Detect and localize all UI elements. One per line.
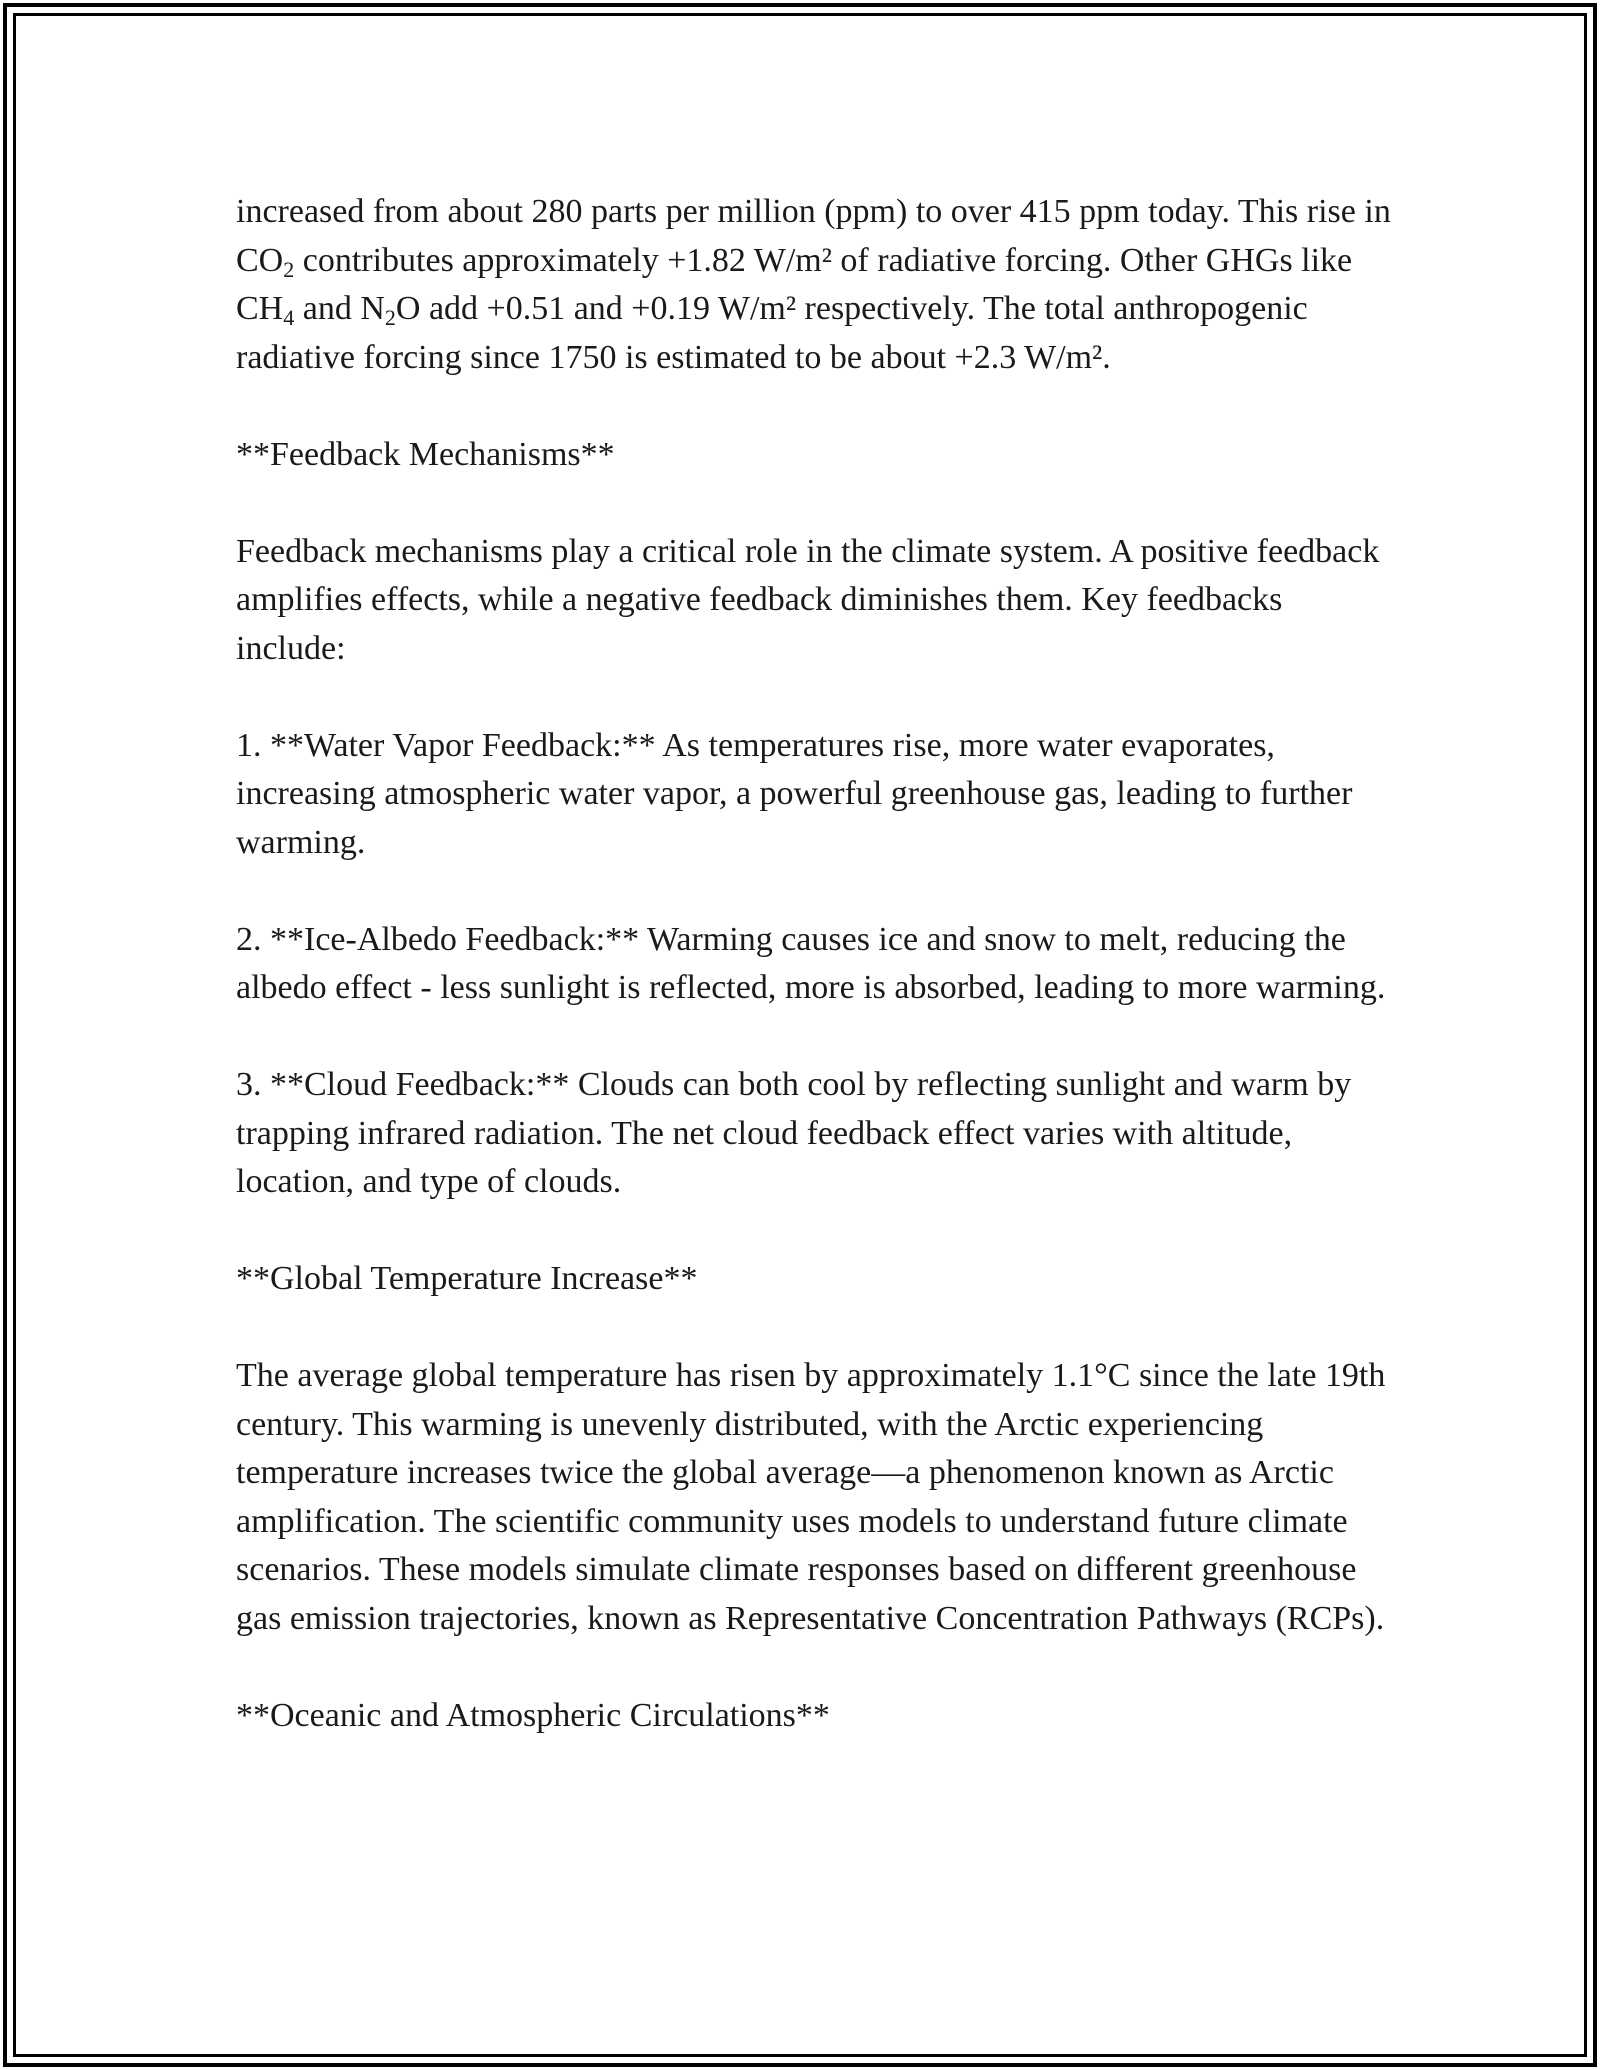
cloud-feedback-item: 3. **Cloud Feedback:** Clouds can both cool by reflecting sunlight and warm by trapping infrared radiation. The net cloud feedback effect varies with altitude, location, and type of clouds. <box>236 1066 1352 1200</box>
ice-albedo-feedback-item: 2. **Ice-Albedo Feedback:** Warming causes ice and snow to melt, reducing the albedo effect - less sunlight is reflected, more is absorbed, leading to more warming. <box>236 920 1386 1006</box>
feedback-intro-paragraph: Feedback mechanisms play a critical role in the climate system. A positive feedback amplifies effects, while a negative feedback diminishes them. Key feedbacks include: <box>236 532 1380 667</box>
water-vapor-feedback-item: 1. **Water Vapor Feedback:** As temperatures rise, more water evaporates, increasing atmospheric water vapor, a powerful greenhouse gas, leading to further warming. <box>236 726 1353 861</box>
circulations-heading: **Oceanic and Atmospheric Circulations** <box>236 1696 830 1734</box>
global-temperature-heading: **Global Temperature Increase** <box>236 1260 698 1297</box>
feedback-mechanisms-heading: **Feedback Mechanisms** <box>236 435 615 473</box>
global-temperature-paragraph: The average global temperature has risen by approximately 1.1°C since the late 19th century. This warming is unevenly distributed, with the Arctic experiencing temperature increases twice the global average—a phenomenon known as Arctic amplification. The scientific community uses models to understand future climate scenarios. These models simulate climate responses based on different greenhouse gas emission trajectories, known as Representative Concentration Pathways (RCPs). <box>236 1357 1386 1637</box>
document-body <box>236 188 1396 1789</box>
radiative-forcing-paragraph: increased from about 280 parts per million (ppm) to over 415 ppm today. This rise in $CO_2$ contributes approximately +1.82 W/m² of radiative forcing. Other GHGs like $CH_4$ and $N_2O$ add +0.51 and +0.19 W/m² respectively. The total anthropogenic radiative forcing since 1750 is estimated to be about +2.3 W/m². <box>236 193 1391 376</box>
